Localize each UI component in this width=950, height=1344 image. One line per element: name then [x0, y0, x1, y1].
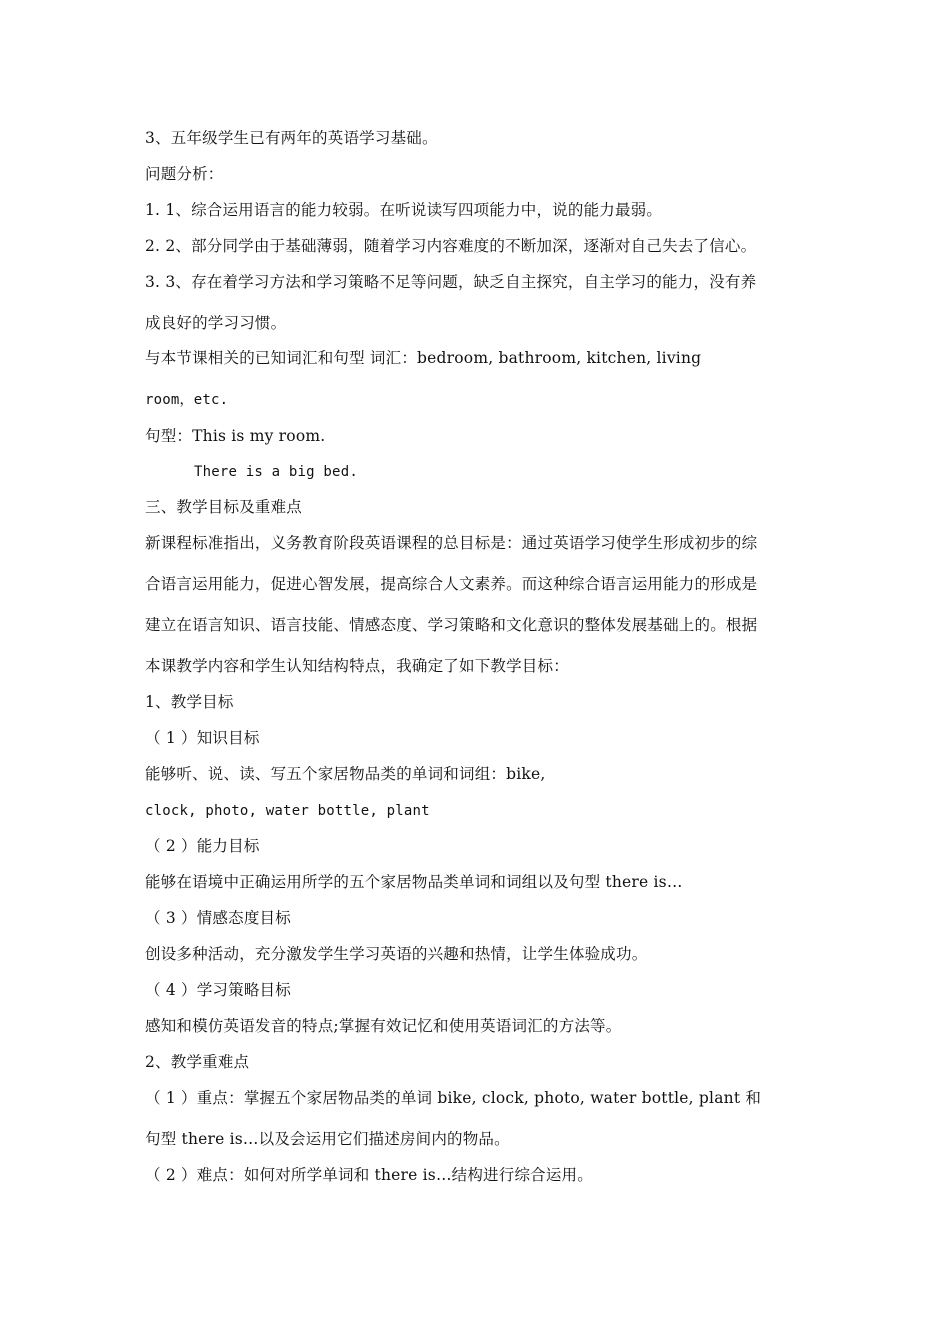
text-line: clock, photo, water bottle, plant	[145, 803, 430, 819]
subsection-heading: 1、教学目标	[145, 693, 234, 711]
text-line: 新课程标准指出，义务教育阶段英语课程的总目标是：通过英语学习使学生形成初步的综	[145, 534, 758, 552]
text-line: （ 3 ）情感态度目标	[145, 909, 291, 927]
text-line: （ 1 ）知识目标	[145, 729, 260, 747]
text-line: 成良好的学习习惯。	[145, 314, 287, 332]
text-line: 创设多种活动，充分激发学生学习英语的兴趣和热情，让学生体验成功。	[145, 945, 648, 963]
text-line: 3. 3、存在着学习方法和学习策略不足等问题，缺乏自主探究，自主学习的能力，没有养	[145, 273, 757, 291]
text-line: 合语言运用能力，促进心智发展，提高综合人文素养。而这种综合语言运用能力的形成是	[145, 575, 758, 593]
text-line: There is a big bed.	[194, 464, 358, 480]
text-line: 与本节课相关的已知词汇和句型 词汇：bedroom, bathroom, kitchen, living	[145, 349, 702, 367]
text-line: 建立在语言知识、语言技能、情感态度、学习策略和文化意识的整体发展基础上的。根据	[145, 616, 758, 634]
text-line: 3、五年级学生已有两年的英语学习基础。	[145, 129, 438, 147]
text-line: （ 4 ）学习策略目标	[145, 981, 291, 999]
subsection-heading: 2、教学重难点	[145, 1053, 250, 1071]
text-line: 2. 2、部分同学由于基础薄弱，随着学习内容难度的不断加深，逐渐对自己失去了信心。	[145, 237, 757, 255]
text-line: 能够听、说、读、写五个家居物品类的单词和词组：bike,	[145, 765, 546, 783]
text-line: （ 2 ）难点：如何对所学单词和 there is…结构进行综合运用。	[145, 1166, 593, 1184]
text-line: 句型 there is…以及会运用它们描述房间内的物品。	[145, 1130, 510, 1148]
text-line: （ 1 ）重点：掌握五个家居物品类的单词 bike, clock, photo, water bottle, plant 和	[145, 1089, 762, 1107]
text-line: 1. 1、综合运用语言的能力较弱。在听说读写四项能力中，说的能力最弱。	[145, 201, 663, 219]
text-line: 本课教学内容和学生认知结构特点，我确定了如下教学目标：	[145, 657, 569, 675]
section-heading: 三、教学目标及重难点	[145, 498, 303, 516]
text-line: 句型：This is my room.	[145, 427, 326, 445]
text-line: room，etc.	[145, 392, 229, 408]
text-line: 感知和模仿英语发音的特点;掌握有效记忆和使用英语词汇的方法等。	[145, 1017, 622, 1035]
text-line: 问题分析：	[145, 165, 224, 183]
text-line: 能够在语境中正确运用所学的五个家居物品类单词和词组以及句型 there is…	[145, 873, 683, 891]
text-line: （ 2 ）能力目标	[145, 837, 260, 855]
